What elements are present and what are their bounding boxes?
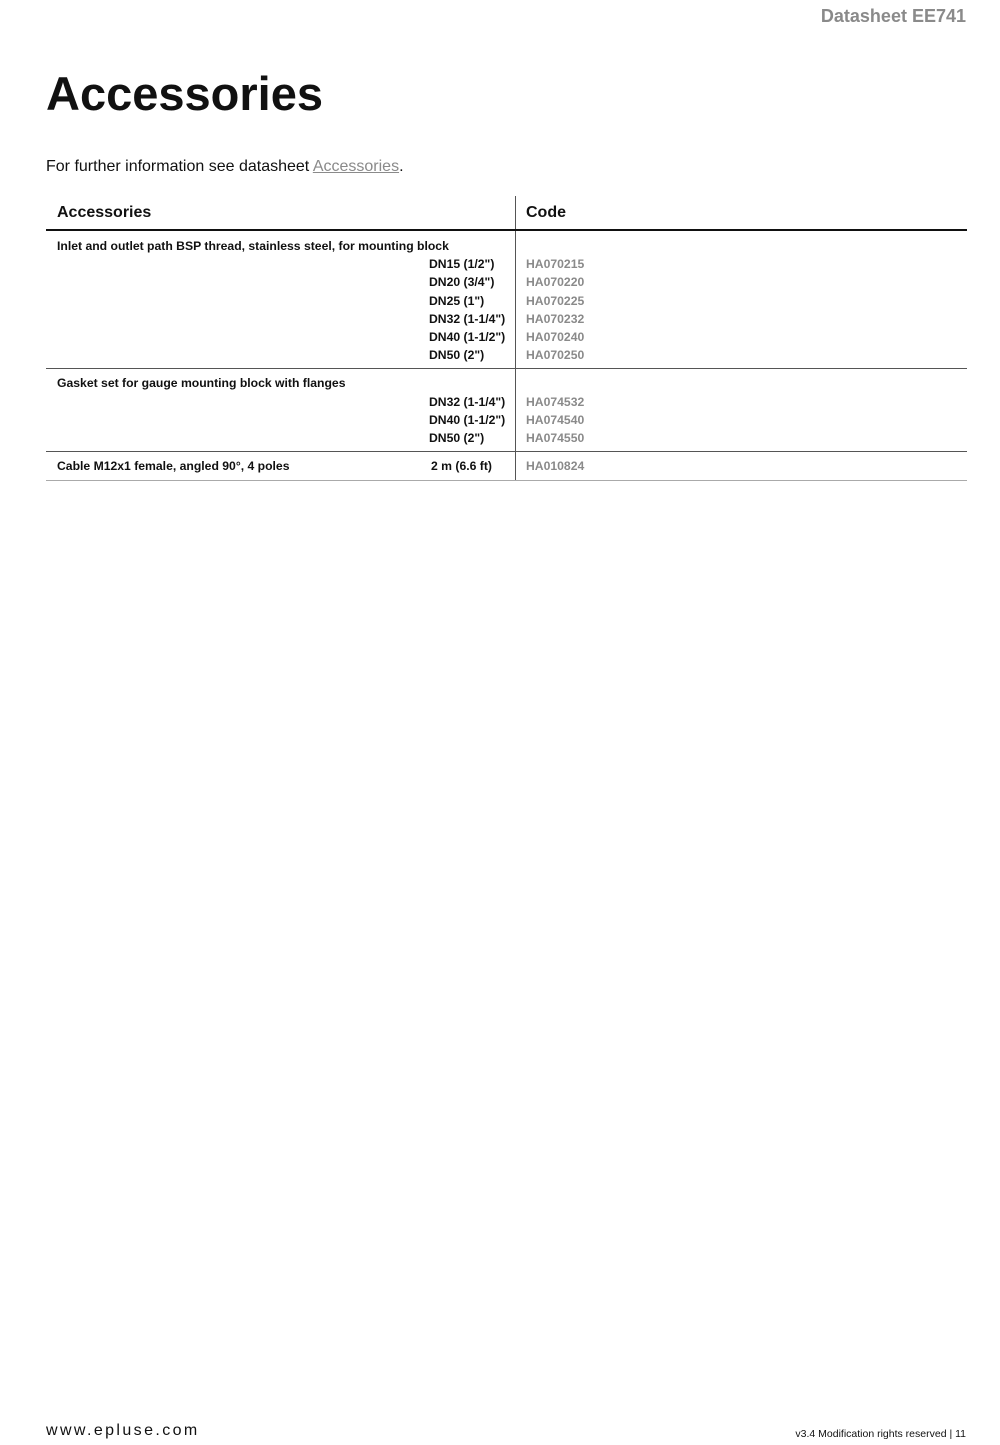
intro-period: .	[399, 158, 404, 175]
table-row	[46, 292, 967, 310]
code-cell: HA070215	[526, 257, 585, 272]
size-cell: DN50 (2")	[429, 430, 485, 445]
intro-text: For further information see datasheet	[46, 158, 313, 175]
size-cell: DN25 (1")	[429, 293, 485, 308]
table-header	[46, 196, 967, 231]
group-title: Cable M12x1 female, angled 90°, 4 poles	[57, 459, 290, 474]
code-cell: HA074540	[526, 412, 585, 427]
footer-version-page: v3.4 Modification rights reserved | 11	[795, 1428, 966, 1440]
group-title-row	[46, 237, 967, 255]
accessories-datasheet-link[interactable]: Accessories	[312, 158, 400, 175]
table-row	[46, 310, 967, 328]
code-cell: HA070225	[526, 293, 585, 308]
accessory-group-bsp-thread	[46, 231, 967, 369]
intro-paragraph	[46, 158, 404, 176]
code-cell: HA070240	[526, 329, 585, 344]
accessory-group-cable	[46, 452, 967, 481]
size-cell: DN32 (1-1/4")	[429, 394, 506, 409]
document-header-title: Datasheet EE741	[820, 6, 966, 26]
code-cell: HA074532	[526, 394, 585, 409]
footer-website[interactable]: www.epluse.com	[46, 1422, 200, 1439]
size-cell: DN15 (1/2")	[429, 257, 495, 272]
group-title: Inlet and outlet path BSP thread, stainless steel, for mounting block	[57, 239, 449, 253]
column-header-accessories: Accessories	[57, 204, 152, 221]
code-cell: HA070250	[526, 348, 585, 363]
accessories-table	[46, 196, 967, 481]
table-row	[46, 393, 967, 411]
size-cell: DN32 (1-1/4")	[429, 311, 506, 326]
table-row	[46, 429, 967, 447]
table-row	[46, 411, 967, 429]
size-cell: 2 m (6.6 ft)	[431, 459, 492, 474]
column-header-code: Code	[526, 204, 566, 221]
group-title: Gasket set for gauge mounting block with flanges	[57, 376, 346, 391]
table-row	[46, 346, 967, 364]
code-cell: HA070232	[526, 311, 585, 326]
table-row	[46, 328, 967, 346]
code-cell: HA074550	[526, 430, 585, 445]
page-title: Accessories	[46, 67, 323, 120]
size-cell: DN40 (1-1/2")	[429, 412, 506, 427]
code-cell: HA070220	[526, 275, 585, 290]
accessory-group-gasket-set	[46, 369, 967, 452]
group-title-row	[46, 374, 967, 392]
size-cell: DN50 (2")	[429, 348, 485, 363]
size-cell: DN40 (1-1/2")	[429, 329, 506, 344]
table-row	[46, 457, 967, 475]
table-row	[46, 273, 967, 291]
table-row	[46, 255, 967, 273]
size-cell: DN20 (3/4")	[429, 275, 495, 290]
code-cell: HA010824	[526, 459, 585, 474]
